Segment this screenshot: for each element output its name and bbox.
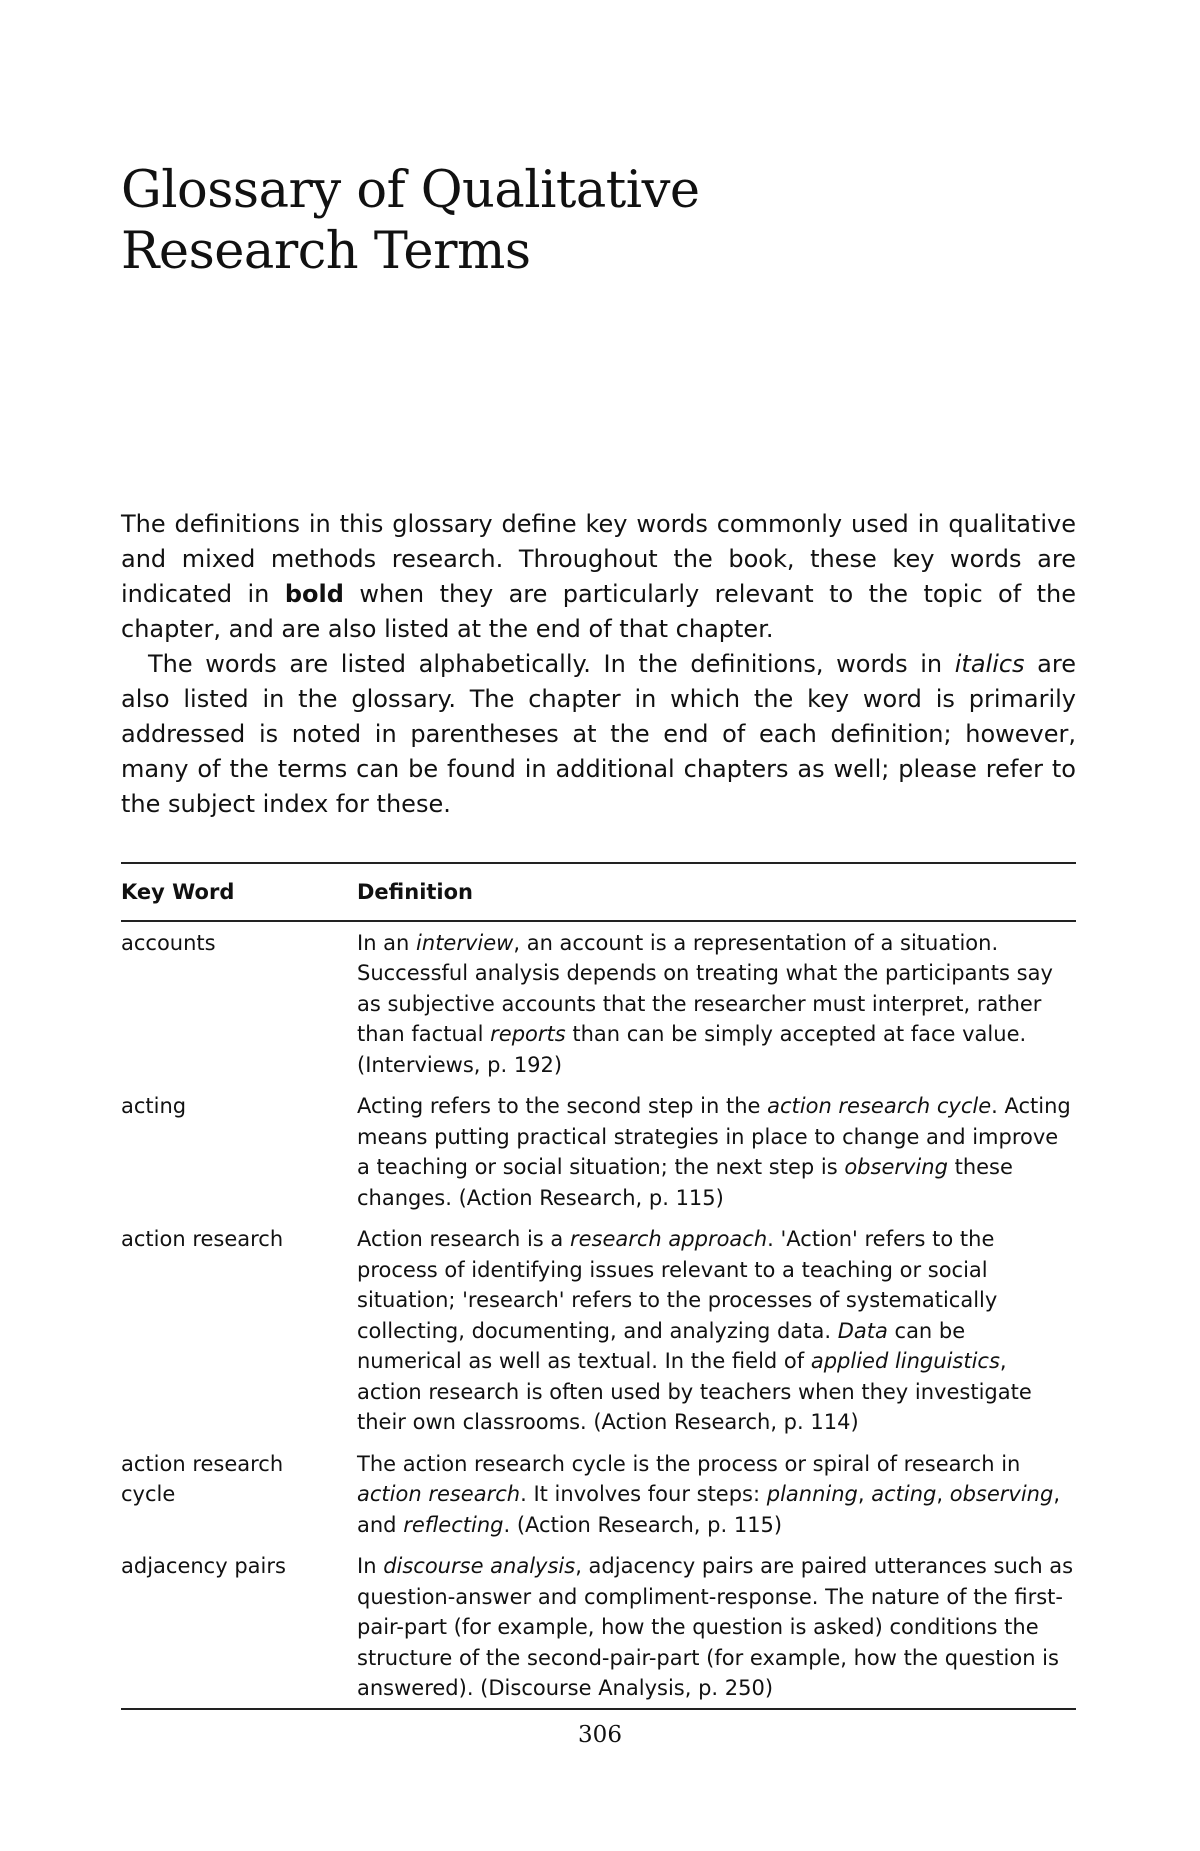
page-title-line-2: Research Terms bbox=[121, 222, 531, 281]
cross-reference-term: planning bbox=[766, 1482, 858, 1506]
definition-text: , bbox=[936, 1482, 950, 1506]
cross-reference-term: applied linguistics bbox=[810, 1349, 1000, 1373]
table-row bbox=[121, 1224, 1076, 1449]
definition-text: can be numerical as well as textual. In the field of bbox=[357, 1318, 966, 1373]
definition-text: In an bbox=[357, 930, 417, 955]
glossary-term: accounts bbox=[121, 930, 216, 955]
page-title bbox=[121, 160, 1021, 282]
cross-reference-term: action research cycle bbox=[767, 1094, 992, 1118]
definition-text: , action research is often used by teachers when they investigate their own classrooms. (Action Research, p. 114) bbox=[357, 1349, 1032, 1434]
definition-text: In bbox=[357, 1554, 384, 1578]
cross-reference-term: reflecting bbox=[403, 1512, 504, 1537]
glossary-definition bbox=[357, 921, 1076, 1092]
page-number: 306 bbox=[578, 1722, 622, 1748]
table-header-row bbox=[121, 863, 1076, 921]
definition-text: Action research is a bbox=[357, 1227, 570, 1251]
intro-paragraph-2: The words are listed alphabetically. In the definitions, words in italics are also listed in the glossary. The chapter in which the key word is primarily addressed is noted in parentheses at the end of each definition; however, many of the terms can be found in additional chapters as well; please refer to the subject index for these. bbox=[121, 650, 1076, 818]
cross-reference-term: reports bbox=[490, 1022, 566, 1046]
definition-text: . Acting means putting practical strategies in place to change and improve a teaching or social situation; the next step is bbox=[357, 1094, 1071, 1179]
glossary-term: adjacency pairs bbox=[121, 1554, 286, 1578]
glossary-definition bbox=[357, 1449, 1076, 1552]
key-word-header: Key Word bbox=[121, 880, 235, 904]
glossary-term: acting bbox=[121, 1094, 187, 1118]
cross-reference-term: Data bbox=[837, 1318, 888, 1343]
glossary-definition bbox=[357, 1224, 1076, 1449]
glossary-term: action research cycle bbox=[121, 1451, 284, 1506]
definition-text: , an account is a representation of a situation. Successful analysis depends on treating what the participants say as subjective accounts that the researcher must interpret, rather than factual bbox=[357, 930, 1053, 1046]
page-title-line-1: Glossary of Qualitative bbox=[121, 161, 700, 220]
intro-text bbox=[121, 507, 1076, 822]
glossary-definition bbox=[357, 1091, 1076, 1224]
definition-text: , adjacency pairs are paired utterances such as question-answer and compliment-response. The nature of the first-pair-part (for example, how the question is asked) conditions the structure of the second-pair-part (for example, how the question is answered). (Discourse Analysis, p. 250) bbox=[357, 1554, 1074, 1700]
cross-reference-term: research approach bbox=[569, 1227, 768, 1251]
definition-header: Definition bbox=[357, 880, 474, 904]
definition-text: . 'Action' refers to the process of identifying issues relevant to a teaching or social situation; 'research' refers to the processes of systematically collecting, documenting, and analyzing data. bbox=[357, 1227, 998, 1343]
cross-reference-term: observing bbox=[844, 1155, 948, 1179]
table-row bbox=[121, 921, 1076, 1092]
definition-text: Acting refers to the second step in the bbox=[357, 1094, 768, 1118]
glossary-table bbox=[121, 862, 1076, 1710]
definition-text: than can be simply accepted at face value. (Interviews, p. 192) bbox=[357, 1022, 1027, 1077]
cross-reference-term: interview bbox=[416, 930, 514, 955]
cross-reference-term: discourse analysis bbox=[383, 1554, 576, 1578]
cross-reference-term: acting bbox=[871, 1482, 937, 1506]
definition-text: these changes. (Action Research, p. 115) bbox=[357, 1155, 1013, 1210]
glossary-body bbox=[121, 921, 1076, 1709]
intro-paragraph-1: The definitions in this glossary define key words commonly used in qualitative and mixed methods research. Throughout the book, these key words are indicated in bold when they are particularly relevant to the topic of the chapter, and are also listed at the end of that chapter. bbox=[121, 510, 1076, 643]
cross-reference-term: action research bbox=[357, 1482, 521, 1506]
glossary-definition bbox=[357, 1551, 1076, 1709]
definition-text: . It involves four steps: bbox=[520, 1482, 767, 1506]
definition-text: , and bbox=[357, 1482, 1060, 1537]
table-row bbox=[121, 1449, 1076, 1552]
definition-text: . (Action Research, p. 115) bbox=[503, 1512, 783, 1537]
cross-reference-term: observing bbox=[949, 1482, 1054, 1506]
bold-example: bold bbox=[284, 580, 344, 608]
definition-text: The action research cycle is the process or spiral of research in bbox=[357, 1451, 1021, 1476]
glossary-term: action research bbox=[121, 1227, 284, 1251]
italics-example: italics bbox=[954, 650, 1025, 678]
table-row bbox=[121, 1551, 1076, 1709]
definition-text: , bbox=[857, 1482, 872, 1506]
table-row bbox=[121, 1091, 1076, 1224]
